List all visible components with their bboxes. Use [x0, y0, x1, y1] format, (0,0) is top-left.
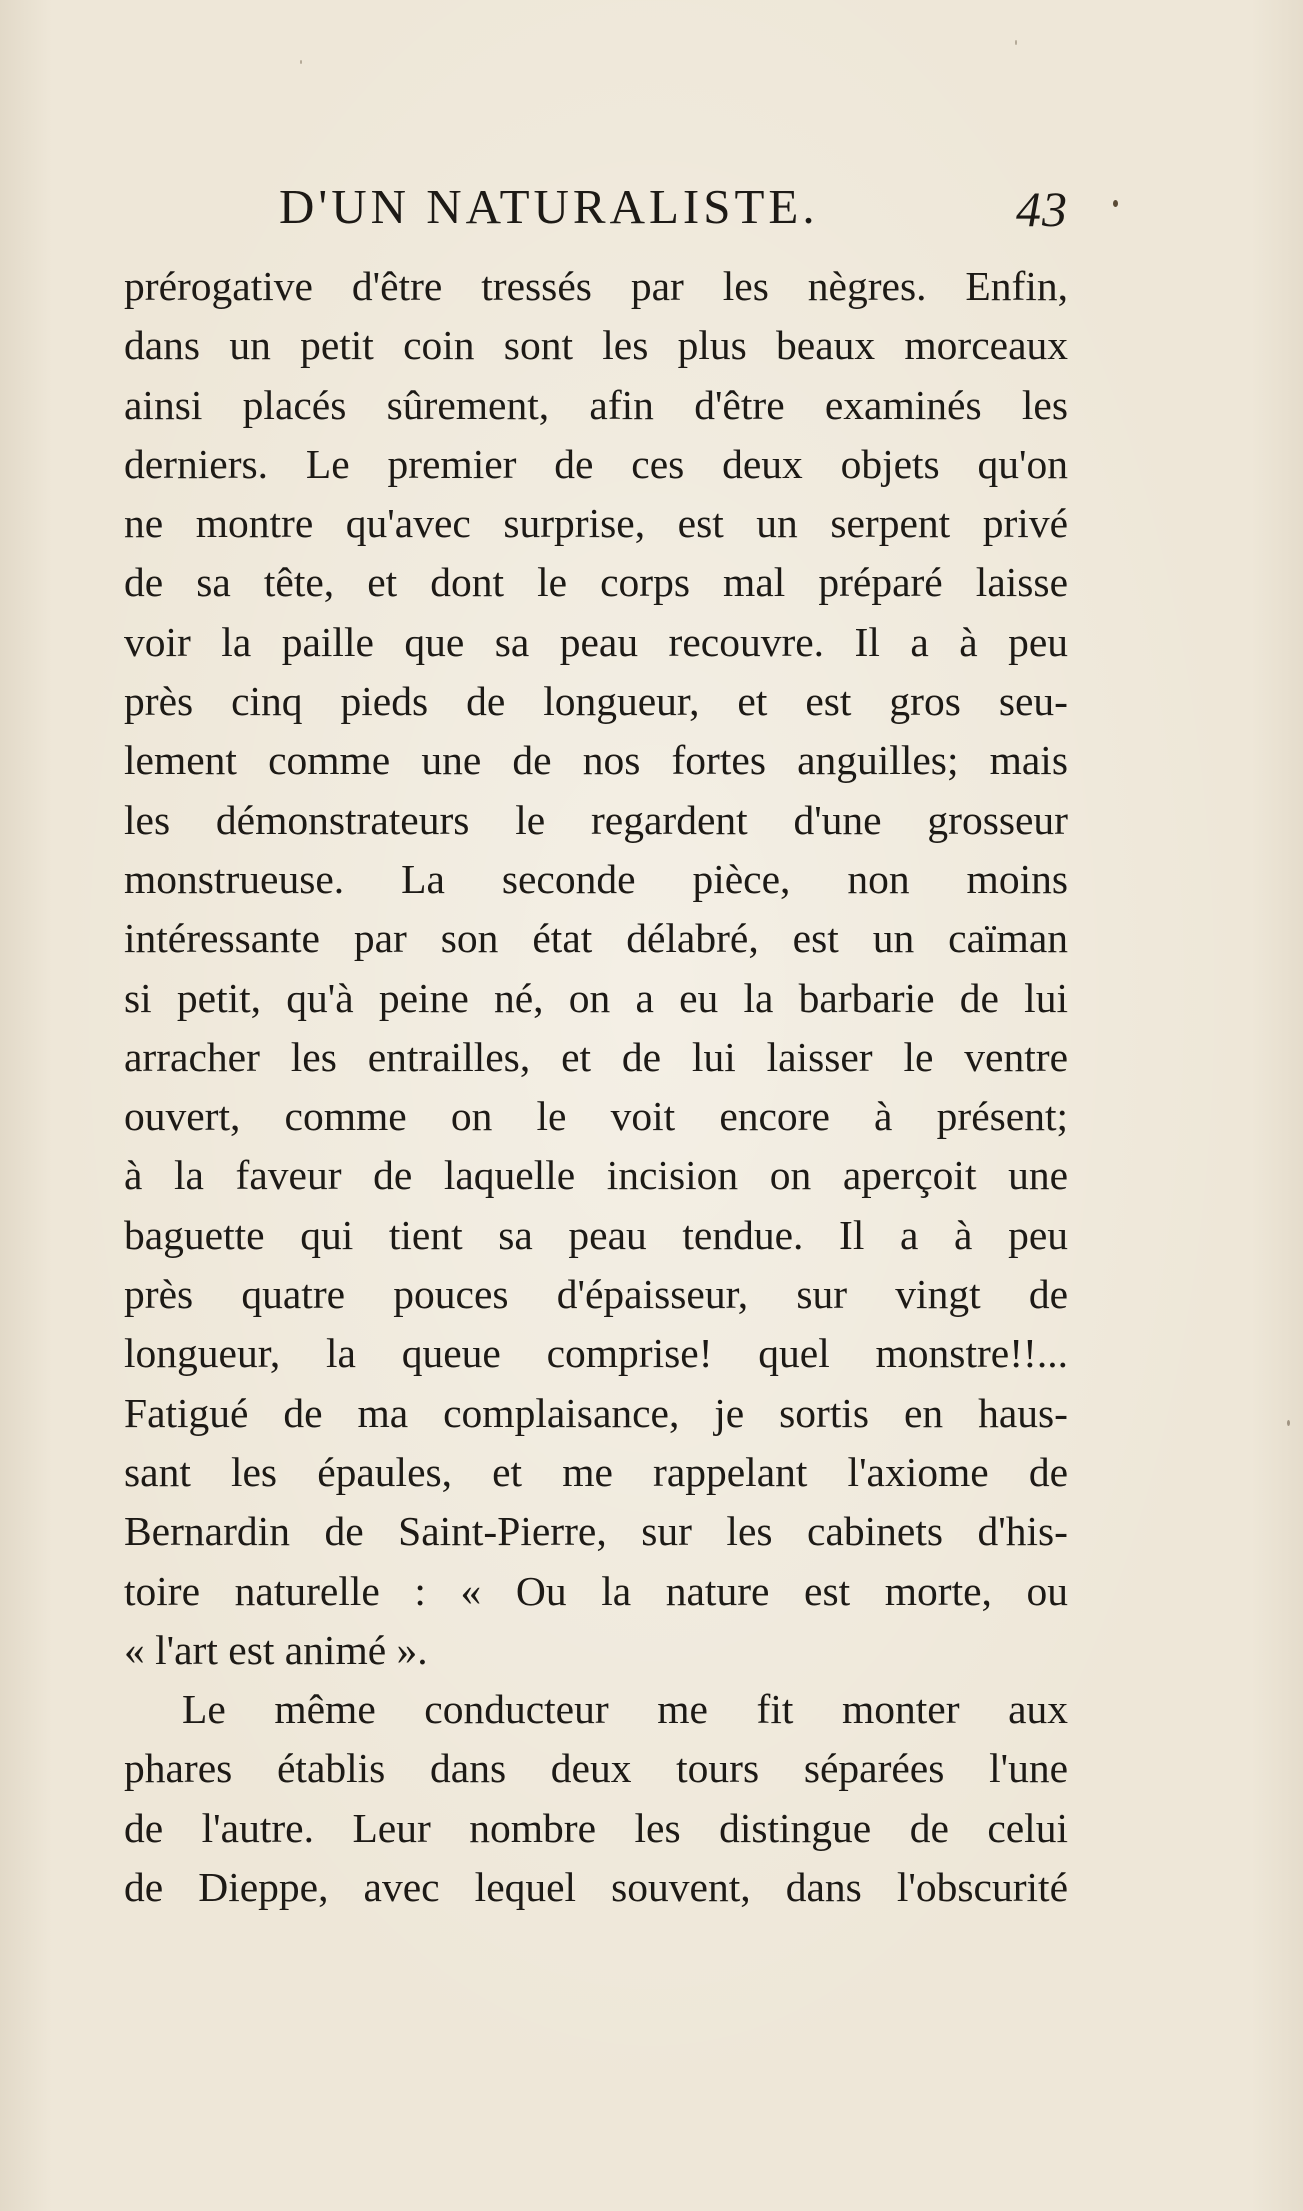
text-line: longueur, la queue comprise! quel monstre!!... [124, 1330, 1068, 1377]
text-line: ouvert, comme on le voit encore à présent; [124, 1093, 1068, 1140]
text-line: à la faveur de laquelle incision on aperçoit une [124, 1152, 1068, 1199]
text-line: Bernardin de Saint-Pierre, sur les cabinets d'his- [124, 1508, 1068, 1555]
text-line: près cinq pieds de longueur, et est gros seu- [124, 678, 1068, 725]
text-line: près quatre pouces d'épaisseur, sur vingt de [124, 1271, 1068, 1318]
page-number: 43 [1016, 181, 1068, 237]
text-line: voir la paille que sa peau recouvre. Il a à peu [124, 618, 1068, 665]
page-header [273, 178, 1068, 244]
text-line: lement comme une de nos fortes anguilles; mais [124, 737, 1068, 784]
paper-speck [1287, 1420, 1290, 1426]
text-line: Le même conducteur me fit monter aux [182, 1686, 1068, 1733]
text-line: derniers. Le premier de ces deux objets qu'on [124, 440, 1068, 487]
running-head: D'UN NATURALISTE. [279, 179, 819, 234]
text-line: Fatigué de ma complaisance, je sortis en haus- [124, 1389, 1068, 1436]
text-line: de sa tête, et dont le corps mal préparé laisse [124, 559, 1068, 606]
body-text [124, 257, 1068, 1917]
text-line: arracher les entrailles, et de lui laisser le ventre [124, 1033, 1068, 1080]
text-line: intéressante par son état délabré, est un caïman [124, 915, 1068, 962]
text-line: dans un petit coin sont les plus beaux morceaux [124, 322, 1068, 369]
text-line: monstrueuse. La seconde pièce, non moins [124, 855, 1068, 902]
paper-speck [1113, 200, 1118, 207]
paper-speck [300, 60, 302, 64]
paper-speck [1015, 40, 1017, 45]
text-line: « l'art est animé ». [124, 1626, 428, 1673]
text-line: de l'autre. Leur nombre les distingue de celui [124, 1804, 1068, 1851]
text-line: ainsi placés sûrement, afin d'être examinés les [124, 381, 1068, 428]
text-line: baguette qui tient sa peau tendue. Il a à peu [124, 1211, 1068, 1258]
text-line: ne montre qu'avec surprise, est un serpent privé [124, 500, 1068, 547]
text-line: sant les épaules, et me rappelant l'axiome de [124, 1448, 1068, 1495]
text-line: phares établis dans deux tours séparées l'une [124, 1745, 1068, 1792]
text-line: toire naturelle : « Ou la nature est morte, ou [124, 1567, 1068, 1614]
text-line: prérogative d'être tressés par les nègres. Enfin, [124, 263, 1068, 309]
text-line: de Dieppe, avec lequel souvent, dans l'obscurité [124, 1864, 1068, 1911]
text-line: les démonstrateurs le regardent d'une grosseur [124, 796, 1068, 843]
text-line: si petit, qu'à peine né, on a eu la barbarie de lui [124, 974, 1068, 1021]
